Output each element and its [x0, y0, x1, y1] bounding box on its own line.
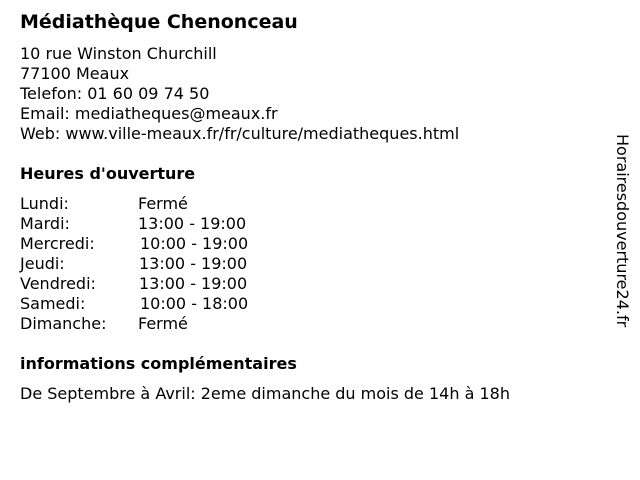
address-street: 10 rue Winston Churchill [20, 44, 217, 63]
day-label: Mercredi: [20, 234, 95, 253]
day-hours: Fermé [138, 194, 188, 213]
info-heading: informations complémentaires [20, 354, 297, 373]
day-label: Jeudi: [20, 254, 65, 273]
day-label: Dimanche: [20, 314, 107, 333]
day-hours: Fermé [138, 314, 188, 333]
phone-number: Telefon: 01 60 09 74 50 [20, 84, 210, 103]
day-label: Lundi: [20, 194, 69, 213]
contact-block [20, 44, 459, 144]
day-label: Mardi: [20, 214, 70, 233]
library-name: Médiathèque Chenonceau [20, 11, 298, 33]
day-hours: 13:00 - 19:00 [139, 254, 248, 273]
info-text: De Septembre à Avril: 2eme dimanche du mois de 14h à 18h [20, 384, 510, 403]
hours-heading: Heures d'ouverture [20, 164, 196, 183]
site-watermark: Horairesdouverture24.fr [613, 134, 632, 328]
day-hours: 10:00 - 18:00 [140, 294, 249, 313]
day-hours: 10:00 - 19:00 [140, 234, 249, 253]
website-url: Web: www.ville-meaux.fr/fr/culture/mediatheques.html [20, 124, 460, 143]
email-address: Email: mediatheques@meaux.fr [20, 104, 278, 123]
day-label: Vendredi: [20, 274, 96, 293]
address-city: 77100 Meaux [20, 64, 130, 83]
day-hours: 13:00 - 19:00 [138, 214, 247, 233]
day-hours: 13:00 - 19:00 [139, 274, 248, 293]
day-label: Samedi: [20, 294, 86, 313]
